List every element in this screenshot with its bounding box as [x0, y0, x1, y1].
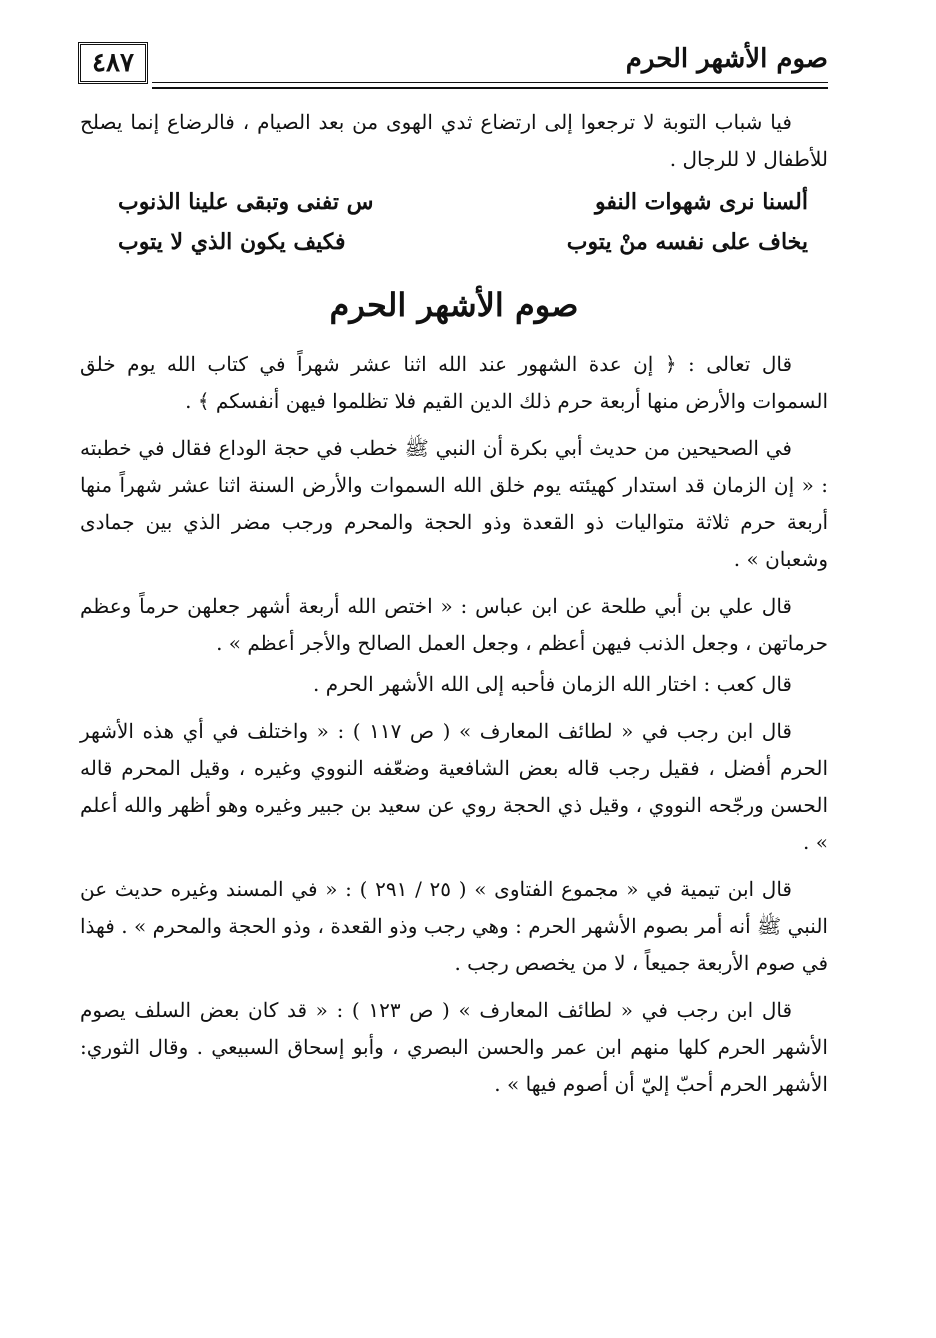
poem-first-hemistich: ألسنا نرى شهوات النفو	[595, 189, 808, 215]
header-rule	[152, 82, 828, 89]
paragraph-ibn-rajab-2: قال ابن رجب في « لطائف المعارف » ( ص ١٢٣ ) : « قد كان بعض السلف يصوم الأشهر الحرم كلها منهم ابن عمر والحسن البصري ، وأبو إسحاق السبيعي . وقال الثوري: الأشهر الحرم أحبّ إليّ أن أصوم فيها » .	[80, 998, 828, 1096]
section-title: صوم الأشهر الحرم	[329, 286, 579, 324]
paragraph-hadith-abi-bakra: في الصحيحين من حديث أبي بكرة أن النبي ﷺ خطب في حجة الوداع فقال في خطبته : « إن الزمان قد استدار كهيئته يوم خلق الله السموات والأرض السنة اثنا عشر شهراً منها أربعة حرم ثلاثة متواليات ذو القعدة وذو الحجة والمحرم ورجب مضر الذي بين جمادى وشعبان » .	[80, 436, 828, 571]
running-title: صوم الأشهر الحرم	[625, 44, 828, 74]
poem-verse	[118, 182, 808, 222]
page-number: ٤٨٧	[78, 42, 148, 84]
poem	[118, 182, 808, 262]
paragraph-ibn-rajab-1: قال ابن رجب في « لطائف المعارف » ( ص ١١٧ ) : « واختلف في أي هذه الأشهر الحرم أفضل ، فقيل رجب قاله بعض الشافعية وضعّفه النووي وغيره ، وقيل المحرم قاله الحسن ورجّحه النووي ، وقيل ذي الحجة روي عن سعيد بن جبير وغيره وهو أظهر والله أعلم » .	[80, 719, 828, 854]
poem-second-hemistich: س تفنى وتبقى علينا الذنوب	[118, 189, 374, 215]
poem-first-hemistich: يخاف على نفسه منْ يتوب	[566, 229, 808, 255]
paragraph-kaab: قال كعب : اختار الله الزمان فأحبه إلى الله الأشهر الحرم .	[313, 672, 792, 696]
page-header	[78, 42, 828, 88]
paragraph-ibn-taymiyya: قال ابن تيمية في « مجموع الفتاوى » ( ٢٥ / ٢٩١ ) : « في المسند وغيره حديث عن النبي ﷺ أنه أمر بصوم الأشهر الحرم : وهي رجب وذو القعدة ، وذو الحجة والمحرم » . فهذا في صوم الأربعة جميعاً ، لا من يخصص رجب .	[80, 877, 828, 975]
paragraph-quran-verse: قال تعالى : ﴿ إن عدة الشهور عند الله اثنا عشر شهراً في كتاب الله يوم خلق السموات والأرض منها أربعة حرم ذلك الدين القيم فلا تظلموا فيهن أنفسكم ﴾ .	[80, 352, 828, 413]
intro-paragraph: فيا شباب التوبة لا ترجعوا إلى ارتضاع ثدي الهوى من بعد الصيام ، فالرضاع إنما يصلح للأطفال لا للرجال .	[80, 110, 828, 171]
poem-second-hemistich: فكيف يكون الذي لا يتوب	[118, 229, 346, 255]
poem-verse	[118, 222, 808, 262]
page-content	[80, 104, 828, 1113]
paragraph-ibn-abbas: قال علي بن أبي طلحة عن ابن عباس : « اختص الله أربعة أشهر جعلهن حرماً وعظم حرماتهن ، وجعل الذنب فيهن أعظم ، وجعل العمل الصالح والأجر أعظم » .	[80, 594, 828, 655]
